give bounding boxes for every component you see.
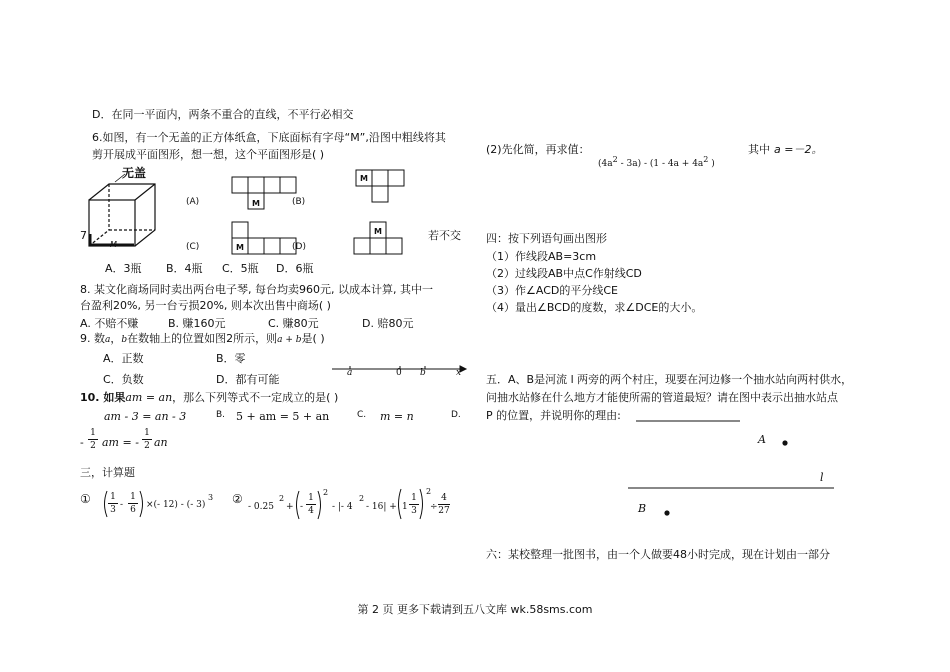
section-5-line1: 五．A、B是河流 l 两旁的两个村庄，现要在河边修一个抽水站向两村供水， (486, 373, 853, 386)
q8-option-b: B. 赚160元 (168, 317, 226, 330)
village-b-label: B (638, 502, 647, 515)
calc2-plus: + (286, 502, 294, 512)
q9-expr: a + b (277, 335, 302, 345)
q2-expr-c: ) (711, 159, 715, 169)
calc2-exp-2: 2 (323, 488, 329, 497)
calc2-mid: - |- 4 (332, 502, 353, 512)
q9-post: 在数轴上的位置如图2所示，则 (127, 332, 278, 345)
section-5-line2: 问抽水站修在什么地方才能使所需的管道最短？请在图中表示出抽水站点 (486, 391, 838, 404)
q9-axis-x: x (456, 368, 462, 378)
q9-axis-b: b (420, 368, 426, 378)
q8-text-line1: 8. 某文化商场同时卖出两台电子琴, 每台均卖960元, 以成本计算, 其中一 (80, 283, 433, 296)
frac-denominator: 2 (144, 441, 150, 451)
frac-denominator: 3 (411, 506, 417, 516)
q2-exp-1: 2 (612, 155, 618, 164)
q9-axis-a: a (347, 368, 353, 378)
q10-option-d-an: an (154, 436, 168, 449)
river-label: l (820, 471, 824, 484)
q10-post: ，那么下列等式不一定成立的是( ) (172, 391, 339, 404)
frac-numerator: 1 (308, 493, 314, 503)
answer-underline (636, 420, 746, 424)
calc1-paren-right (139, 490, 145, 518)
q10-option-b-letter: B. (216, 410, 226, 420)
q10-option-b-expr: 5 + am = 5 + an (236, 410, 330, 423)
section-4-item-1: （1）作线段AB=3cm (486, 250, 597, 263)
section-5-line3: P 的位置，并说明你的理由: (486, 409, 621, 422)
river-line (628, 486, 838, 490)
q2-text: (2)先化简，再求值： (486, 143, 590, 156)
q6-option-c: (C) (186, 242, 200, 252)
calc2-paren-2-right (419, 488, 425, 520)
calc2-div: ÷ (430, 502, 438, 512)
calc1-tail: ×(- 12) - (- 3) (146, 500, 206, 510)
calc2-frac-1 (306, 493, 316, 516)
q10-option-d-mid: am = - (102, 436, 139, 449)
calc1-minus: - (120, 500, 124, 510)
calc2-mid2: - 16| + (366, 502, 397, 512)
q9-option-a: A．正数 (103, 352, 144, 365)
q6-net-d-m: M (374, 227, 382, 236)
frac-numerator: 1 (144, 428, 150, 438)
q9-axis-zero: 0 (396, 368, 402, 378)
calc2-frac-2 (409, 493, 419, 516)
calc1-frac-1 (108, 492, 118, 515)
q2-expr (598, 153, 715, 171)
q10-frac-1 (88, 428, 98, 451)
q8-option-a: A. 不赔不赚 (80, 317, 139, 330)
section-4-item-2: （2）过线段AB中点C作射线CD (486, 267, 642, 280)
q6-text-line1: 6.如图，有一个无盖的正方体纸盒，下底面标有字母“M”,沿图中粗线将其 (92, 131, 446, 144)
frac-numerator: 1 (130, 492, 136, 502)
q10-condition: am = an (125, 391, 173, 404)
calc2-whole: 1 (402, 502, 408, 512)
section-3-title: 三，计算题 (80, 466, 135, 479)
q9-text (80, 332, 325, 347)
frac-denominator: 2 (90, 441, 96, 451)
q9-option-b: B．零 (216, 352, 246, 365)
frac-denominator: 4 (308, 506, 314, 516)
calc1-number: ① (80, 492, 91, 506)
q6-text-line2: 剪开展成平面图形，想一想，这个平面图形是( ) (92, 148, 325, 161)
q10-text (80, 391, 338, 405)
q7-number: 7 (80, 229, 87, 242)
q2-where: 其中 (748, 143, 770, 156)
calc2-a: - 0.25 (248, 502, 274, 512)
calc2-exp-3: 2 (359, 494, 365, 503)
section-4-item-4: （4）量出∠BCD的度数，求∠DCE的大小。 (486, 301, 703, 314)
q6-net-b-m: M (360, 174, 368, 183)
q2-expr-b: - 3a) - (1 - 4a + 4a (620, 159, 704, 169)
q10-option-c-letter: C. (357, 410, 367, 420)
calc1-frac-2 (128, 492, 138, 515)
q9-option-d: D．都有可能 (216, 373, 280, 386)
q6-option-b: (B) (292, 197, 306, 207)
q8-option-c: C. 赚80元 (268, 317, 319, 330)
q9-mid: ， (110, 332, 122, 345)
q6-net-a-m: M (252, 199, 260, 208)
q7-option-d: D．6瓶 (276, 262, 314, 275)
q6-tail-text: 若不交 (428, 229, 461, 242)
q2-expr-a: (4a (598, 159, 613, 169)
q7-option-a: A．3瓶 (105, 262, 142, 275)
frac-denominator: 6 (130, 505, 136, 515)
frac-numerator: 1 (90, 428, 96, 438)
q5-option-d: D．在同一平面内，两条不重合的直线，不平行必相交 (92, 108, 354, 121)
q9-pre: 9. 数 (80, 332, 105, 345)
q2-value: a =－2。 (774, 143, 823, 156)
q2-exp-2: 2 (703, 155, 709, 164)
village-a-point (780, 438, 790, 448)
q6-net-c-m: M (236, 243, 244, 252)
q8-text-line2: 台盈利20%, 另一台亏损20%, 则本次出售中商场( ) (80, 299, 331, 312)
q10-option-c-expr: m = n (380, 410, 414, 423)
q10-option-d-letter: D. (451, 410, 461, 420)
q10-frac-2 (142, 428, 152, 451)
q6-cube-figure (85, 168, 165, 258)
q7-option-b: B．4瓶 (166, 262, 203, 275)
frac-numerator: 1 (411, 493, 417, 503)
frac-denominator: 3 (110, 505, 116, 515)
frac-numerator: 1 (110, 492, 116, 502)
q9-option-c: C．负数 (103, 373, 144, 386)
q6-net-d (354, 222, 418, 258)
calc2-exp-1: 2 (279, 494, 285, 503)
q9-tail: 是( ) (301, 332, 325, 345)
frac-denominator: 27 (438, 506, 450, 516)
q9-var-b: b (121, 335, 128, 345)
q6-option-a: (A) (186, 197, 200, 207)
section-4-title: 四：按下列语句画出图形 (486, 232, 607, 245)
q9-var-a: a (105, 335, 111, 345)
calc2-number: ② (232, 492, 243, 506)
q10-option-a-expr: am - 3 = an - 3 (104, 410, 187, 423)
page-footer: 第 2 页 更多下载请到五八文库 wk.58sms.com (357, 603, 593, 616)
calc2-exp-4: 2 (426, 487, 432, 496)
q10-pre: 10. 如果 (80, 391, 126, 404)
section-6-line1: 六：某校整理一批图书，由一个人做要48小时完成，现在计划由一部分 (486, 548, 830, 561)
q8-option-d: D. 赔80元 (362, 317, 414, 330)
village-a-label: A (758, 433, 766, 446)
frac-numerator: 4 (441, 493, 447, 503)
q6-box-mark: M (110, 240, 117, 249)
q10-option-d-minus: - (80, 436, 84, 449)
q6-box-label: 无盖 (122, 166, 147, 180)
q6-option-d: (D) (292, 242, 306, 252)
calc2-neg: - (300, 502, 304, 512)
section-4-item-3: （3）作∠ACD的平分线CE (486, 284, 618, 297)
village-b-point (662, 508, 672, 518)
q7-option-c: C．5瓶 (222, 262, 259, 275)
calc2-frac-3 (438, 493, 450, 516)
calc1-exponent: 3 (208, 493, 214, 502)
